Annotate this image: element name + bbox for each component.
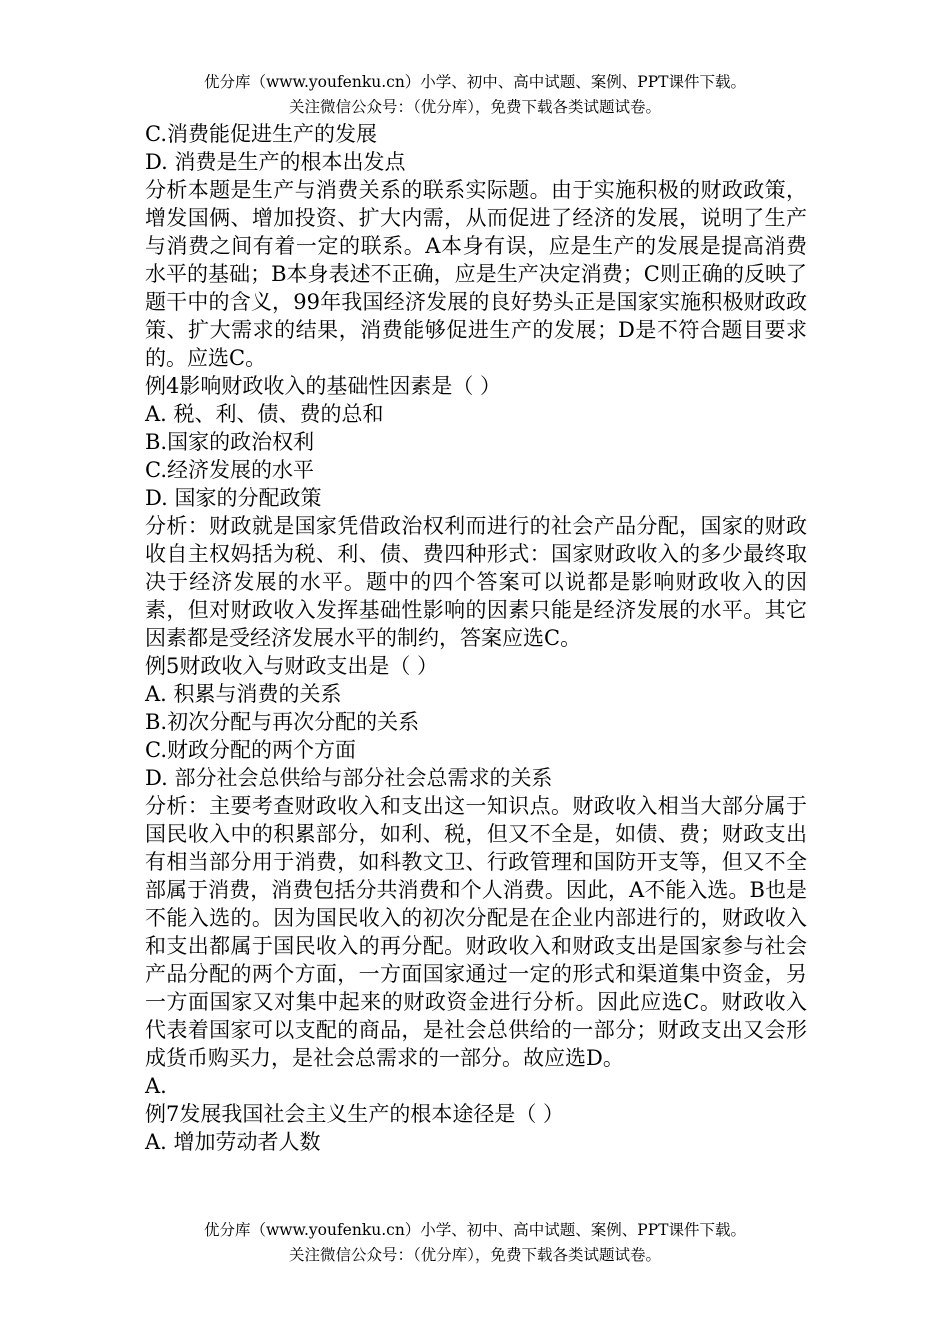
- document-body: [145, 120, 807, 1156]
- footer-line-2: 关注微信公众号：（优分库），免费下载各类试题试卷。: [288, 1246, 661, 1264]
- option-d-line: D. 消费是生产的根本出发点: [145, 150, 406, 174]
- answer-a-line: A.: [145, 1074, 167, 1098]
- question-example-4: 例4影响财政收入的基础性因素是（ ）: [145, 374, 502, 398]
- page-footer: [0, 1218, 950, 1268]
- ex4-option-a: A. 税、利、债、费的总和: [145, 402, 384, 426]
- ex5-option-d: D. 部分社会总供给与部分社会总需求的关系: [145, 766, 553, 790]
- ex4-option-d: D. 国家的分配政策: [145, 486, 322, 510]
- ex5-option-b: B.初次分配与再次分配的关系: [145, 710, 420, 734]
- footer-line-1: 优分库（www.youfenku.cn）小学、初中、高中试题、案例、PPT课件下载。: [203, 1221, 747, 1239]
- ex5-option-a: A. 积累与消费的关系: [145, 682, 342, 706]
- analysis-paragraph-3: 分析：主要考查财政收入和支出这一知识点。财政收入相当大部分属于国民收入中的积累部分，如利、税，但又不全是，如债、费；财政支出有相当部分用于消费，如科教文卫、行政管理和国防开支等，但又不全部属于消费，消费包括分共消费和个人消费。因此，A不能入选。B也是不能入选的。因为国民收入的初次分配是在企业内部进行的，财政收入和支出都属于国民收入的再分配。财政收入和财政支出是国家参与社会产品分配的两个方面，一方面国家通过一定的形式和渠道集中资金，另一方面国家又对集中起来的财政资金进行分析。因此应选C。财政收入代表着国家可以支配的商品，是社会总供给的一部分；财政支出又会形成货币购买力，是社会总需求的一部分。故应选D。: [145, 794, 807, 1070]
- ex7-option-a: A. 增加劳动者人数: [145, 1130, 321, 1154]
- question-example-5: 例5财政收入与财政支出是（ ）: [145, 654, 439, 678]
- option-c-line: C.消费能促进生产的发展: [145, 122, 377, 146]
- header-line-1: 优分库（www.youfenku.cn）小学、初中、高中试题、案例、PPT课件下载。: [203, 73, 747, 91]
- ex4-option-b: B.国家的政治权利: [145, 430, 315, 454]
- ex4-option-c: C.经济发展的水平: [145, 458, 314, 482]
- ex5-option-c: C.财政分配的两个方面: [145, 738, 356, 762]
- header-line-2: 关注微信公众号：（优分库），免费下载各类试题试卷。: [288, 98, 661, 116]
- analysis-paragraph-2: 分析：财政就是国家凭借政治权利而进行的社会产品分配，国家的财政收自主权妈括为税、利、债、费四种形式：国家财政收入的多少最终取决于经济发展的水平。题中的四个答案可以说都是影响财政收入的因素，但对财政收入发挥基础性影响的因素只能是经济发展的水平。其它因素都是受经济发展水平的制约，答案应选C。: [145, 514, 807, 650]
- page-header: [0, 70, 950, 120]
- question-example-7: 例7发展我国社会主义生产的根本途径是（ ）: [145, 1102, 565, 1126]
- analysis-paragraph-1: 分析本题是生产与消费关系的联系实际题。由于实施积极的财政政策，增发国俩、增加投资、扩大内需，从而促进了经济的发展，说明了生产与消费之间有着一定的联系。A本身有误，应是生产的发展是提高消费水平的基础；B本身表述不正确，应是生产决定消费；C则正确的反映了题干中的含义，99年我国经济发展的良好势头正是国家实施积极财政政策、扩大需求的结果，消费能够促进生产的发展；D是不符合题目要求的。应选C。: [145, 178, 807, 370]
